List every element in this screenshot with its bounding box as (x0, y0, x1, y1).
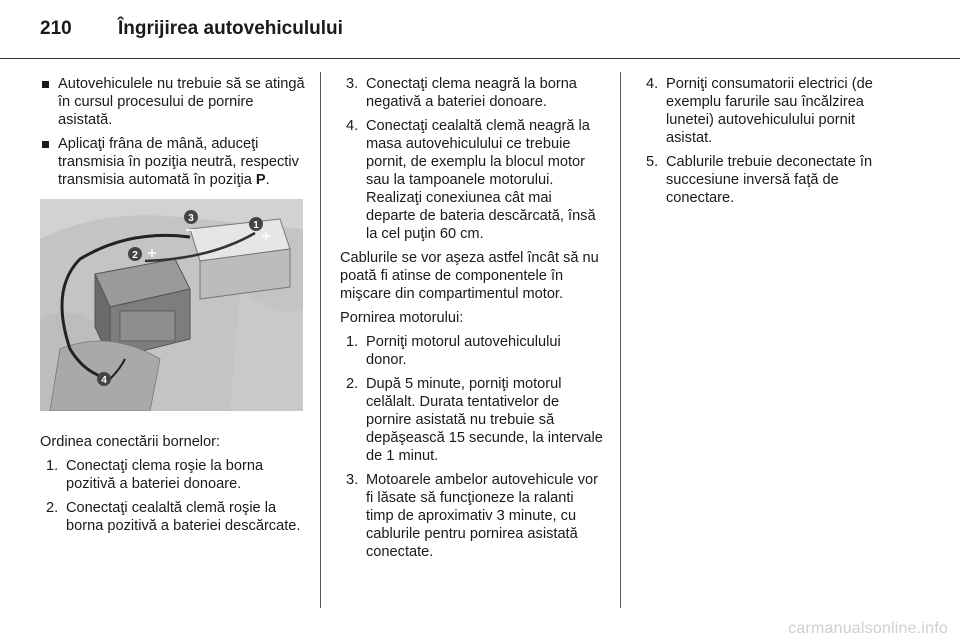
column-1 (40, 75, 305, 541)
callout-2: 2 (132, 250, 138, 261)
header-rule (0, 58, 960, 59)
page-title: Îngrijirea autovehiculului (118, 18, 343, 39)
bullet-item: Autovehiculele nu trebuie să se atingă în cursul procesului de pornire asistată. (40, 75, 305, 129)
jump-start-illustration (40, 199, 303, 411)
column-2 (340, 75, 604, 567)
list-item: 2. Conectaţi cealaltă clemă roşie la borna pozitivă a bateriei descărcate. (46, 500, 301, 534)
list-item: 2. După 5 minute, porniţi motorul celălalt. Durata tentativelor de pornire asistată nu trebuie să depăşească 15 secunde, la intervale de 1 minut. (346, 376, 603, 464)
callout-3: 3 (188, 213, 194, 224)
list-item: 3. Motoarele ambelor autovehicule vor fi lăsate să funcţioneze la ralanti timp de aproximativ 3 minute, cu cablurile pentru pornirea asistată conectate. (346, 472, 599, 560)
start-heading: Pornirea motorului: (340, 310, 464, 326)
list-item: 1. Conectaţi clema roşie la borna pozitivă a bateriei donoare. (46, 458, 264, 492)
bullet-item: Aplicaţi frâna de mână, aduceţi transmisia în poziţia neutră, respectiv transmisia automată în poziţia P. (40, 135, 305, 189)
column-divider-2 (620, 72, 621, 608)
callout-4: 4 (101, 375, 107, 386)
watermark: carmanualsonline.info (788, 620, 948, 637)
list-item: 5. Cablurile trebuie deconectate în succesiune inversă faţă de conectare. (646, 154, 873, 206)
page-number: 210 (40, 18, 72, 39)
cable-placement-paragraph: Cablurile se vor aşeza astfel încât să nu poată fi atinse de componentele în mişcare din compartimentul motor. (340, 250, 599, 302)
callout-1: 1 (253, 220, 259, 231)
column-divider-1 (320, 72, 321, 608)
list-item: 1. Porniţi motorul autovehiculului donor. (346, 334, 561, 368)
column-3 (640, 75, 904, 213)
order-heading: Ordinea conectării bornelor: (40, 434, 221, 450)
list-item: 4. Conectaţi cealaltă clemă neagră la masa autovehiculului ce trebuie pornit, de exemplu la blocul motor sau la tampoanele motorului. Realizaţi conexiunea cât mai departe de bateria descărcată, însă la cel puţin 60 cm. (346, 118, 596, 242)
list-item: 3. Conectaţi clema neagră la borna negativă a bateriei donoare. (346, 76, 577, 110)
list-item: 4. Porniţi consumatorii electrici (de exemplu farurile sau încălzirea lunetei) autovehiculului pornit asistat. (646, 76, 873, 146)
